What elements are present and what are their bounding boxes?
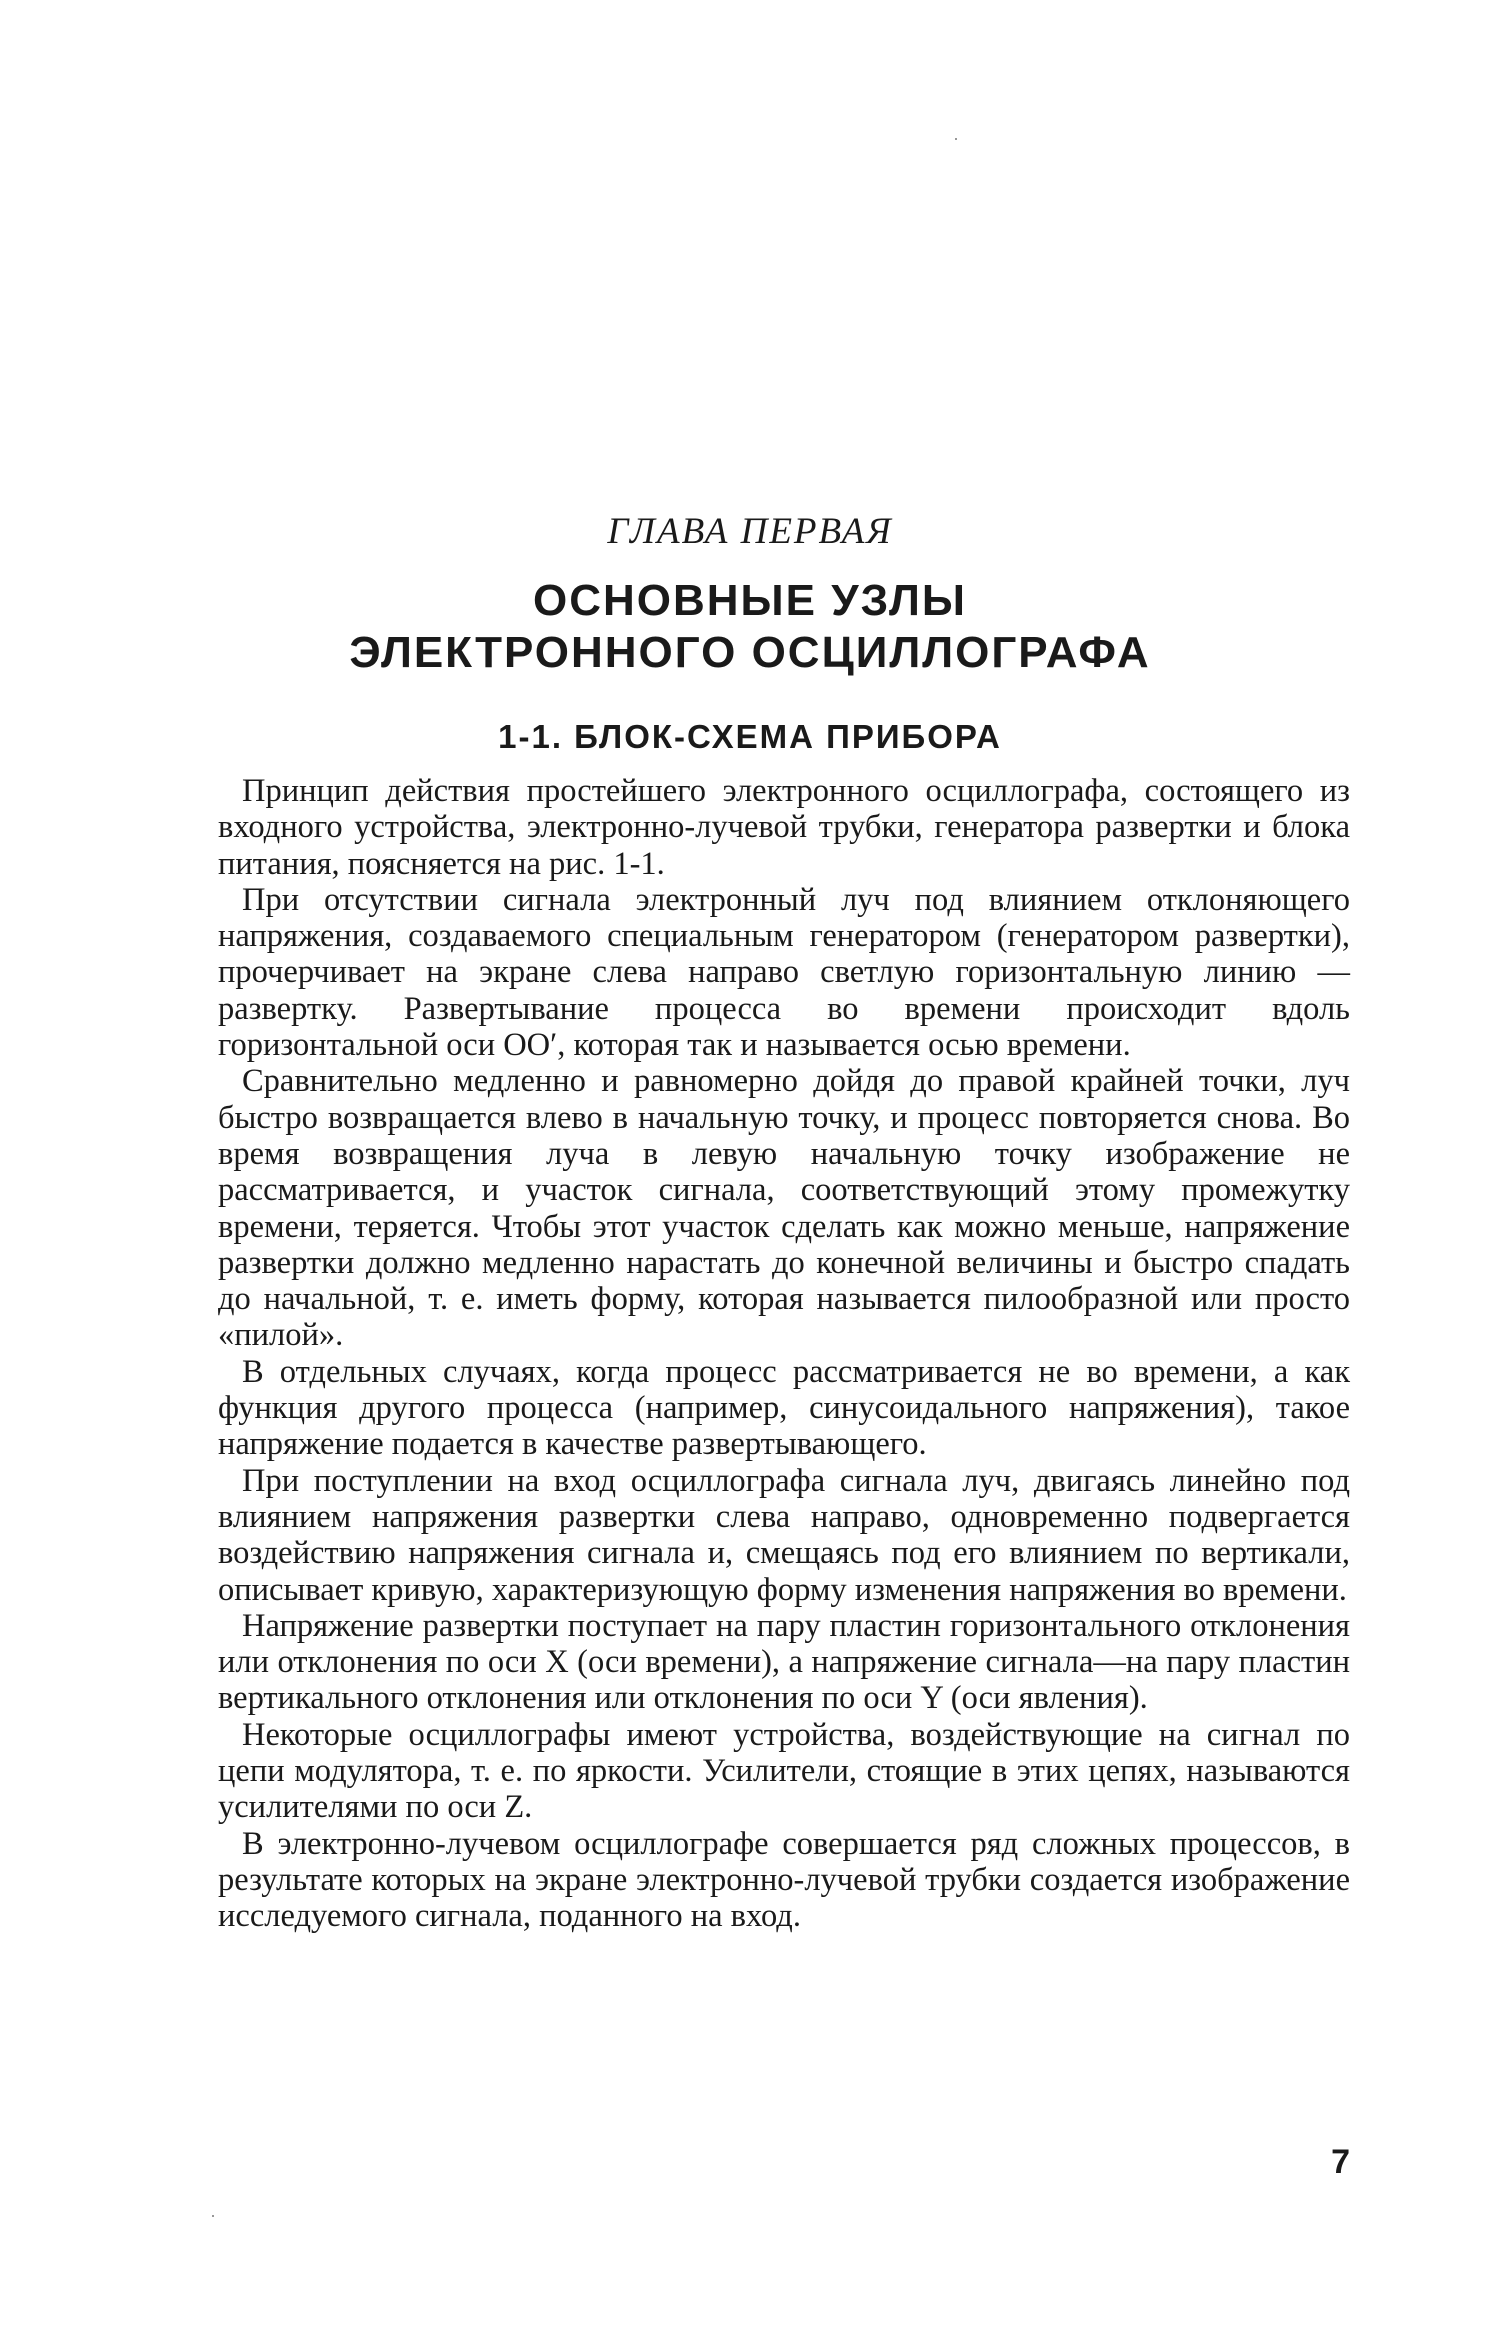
chapter-title-line-1: ОСНОВНЫЕ УЗЛЫ (533, 576, 967, 625)
paragraph: Некоторые осциллографы имеют устройства, воздействующие на сигнал по цепи модулятора, т. е. по яркости. Усилители, стоящие в этих цепях, называются усилителями по оси Z. (218, 1716, 1350, 1826)
paragraph: В отдельных случаях, когда процесс рассматривается не во времени, а как функция другого процесса (например, синусоидального напряжения), такое напряжение подается в качестве развертывающего. (218, 1353, 1350, 1463)
chapter-title-line-2: ЭЛЕКТРОННОГО ОСЦИЛЛОГРАФА (349, 628, 1151, 677)
scan-speck (955, 138, 957, 140)
section-title: 1-1. БЛОК-СХЕМА ПРИБОРА (498, 718, 1002, 755)
scan-speck (212, 2215, 214, 2217)
paragraph: В электронно-лучевом осциллографе совершается ряд сложных процессов, в результате которых на экране электронно-лучевой трубки создается изображение исследуемого сигнала, поданного на вход. (218, 1825, 1350, 1935)
paragraph: При отсутствии сигнала электронный луч под влиянием отклоняющего напряжения, создаваемого специальным генератором (генератором развертки), прочерчивает на экране слева направо светлую горизонтальную линию — развертку. Развертывание процесса во времени происходит вдоль горизонтальной оси OO′, которая так и называется осью времени. (218, 881, 1350, 1064)
page-number: 7 (1331, 2143, 1350, 2181)
body-text (218, 773, 1350, 1935)
chapter-title (0, 575, 1500, 679)
paragraph: При поступлении на вход осциллографа сигнала луч, двигаясь линейно под влиянием напряжения развертки слева направо, одновременно подвергается воздействию напряжения сигнала и, смещаясь под его влиянием по вертикали, описывает кривую, характеризующую форму изменения напряжения во времени. (218, 1462, 1350, 1608)
paragraph: Сравнительно медленно и равномерно дойдя до правой крайней точки, луч быстро возвращается влево в начальную точку, и процесс повторяется снова. Во время возвращения луча в левую начальную точку изображение не рассматривается, и участок сигнала, соответствующий этому промежутку времени, теряется. Чтобы этот участок сделать как можно меньше, напряжение развертки должно медленно нарастать до конечной величины и быстро спадать до начальной, т. е. иметь форму, которая называется пилообразной или просто «пилой». (218, 1063, 1350, 1354)
paragraph: Напряжение развертки поступает на пару пластин горизонтального отклонения или отклонения по оси X (оси времени), а напряжение сигнала—на пару пластин вертикального отклонения или отклонения по оси Y (оси явления). (218, 1607, 1350, 1717)
chapter-label: ГЛАВА ПЕРВАЯ (607, 511, 893, 552)
paragraph: Принцип действия простейшего электронного осциллографа, состоящего из входного устройства, электронно-лучевой трубки, генератора развертки и блока питания, поясняется на рис. 1-1. (218, 773, 1350, 882)
